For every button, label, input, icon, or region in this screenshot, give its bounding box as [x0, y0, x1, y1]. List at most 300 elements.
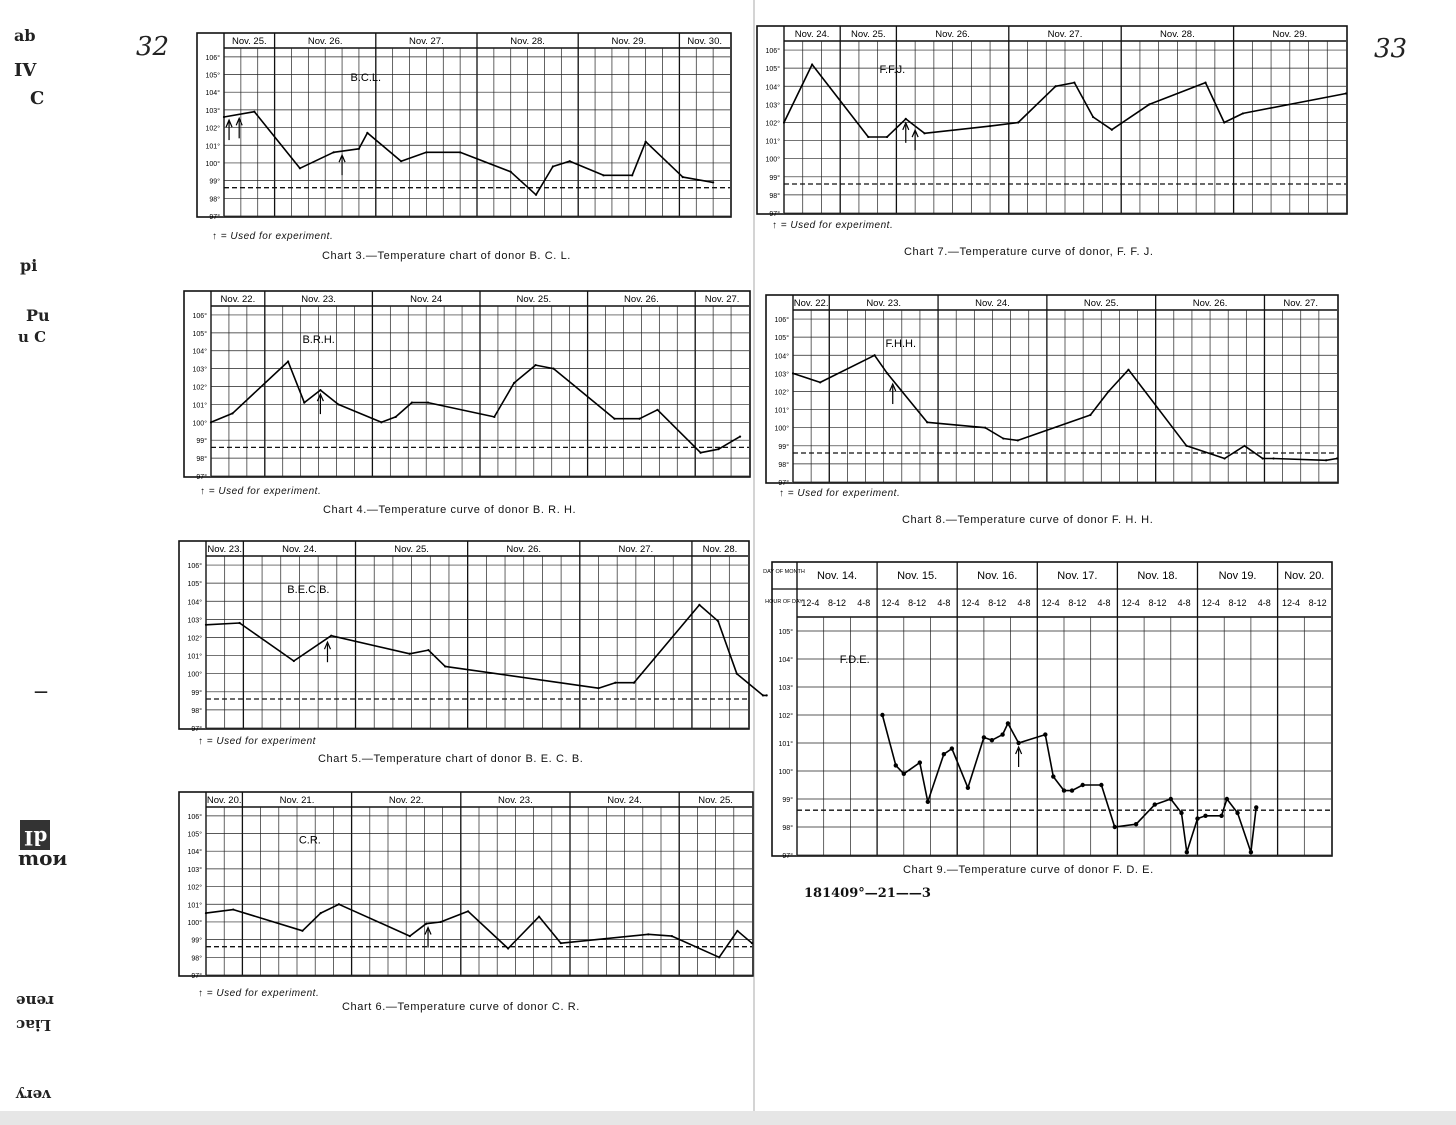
day-of-month-header: DAY OF MONTH	[763, 569, 805, 575]
experiment-arrow	[236, 118, 242, 138]
temperature-point	[811, 63, 813, 65]
y-tick-label: 103°	[778, 685, 793, 692]
y-tick-label: 100°	[778, 769, 793, 776]
chart-frame	[197, 33, 731, 217]
temperature-point	[966, 786, 970, 790]
temperature-point	[231, 412, 233, 414]
temperature-point	[232, 908, 234, 910]
day-label: Nov. 25.	[698, 795, 733, 806]
hour-label: 8-12	[1068, 598, 1087, 608]
temperature-point	[507, 947, 509, 949]
day-label: Nov. 26.	[506, 544, 542, 555]
chart-7-caption: Chart 7.—Temperature curve of donor, F. F. J.	[904, 246, 1154, 258]
left-page-number: 32	[136, 32, 170, 62]
y-tick-label: 101°	[187, 902, 202, 910]
temperature-point	[1017, 121, 1019, 123]
y-tick-label: 104°	[774, 353, 789, 361]
temperature-point	[1223, 121, 1225, 123]
day-label: Nov. 29.	[611, 36, 647, 47]
temperature-point	[656, 409, 658, 411]
temperature-point	[902, 772, 906, 776]
temperature-point	[1243, 445, 1245, 447]
hour-label: 4-8	[937, 598, 951, 608]
y-tick-label: 97°	[782, 853, 793, 860]
day-label: Nov. 24.	[282, 544, 317, 555]
temperature-point	[942, 752, 946, 756]
y-tick-label: 104°	[187, 599, 202, 607]
temperature-point	[990, 738, 994, 742]
day-label: Nov. 27.	[409, 36, 444, 47]
temperature-point	[1107, 390, 1109, 392]
hour-label: 12-4	[1121, 598, 1140, 608]
temperature-point	[698, 604, 700, 606]
day-label: Nov. 18.	[1137, 570, 1178, 582]
day-label: Nov. 25.	[850, 29, 886, 40]
edge-fragment: C	[30, 88, 45, 109]
day-label: Nov. 22.	[220, 294, 256, 305]
temperature-point	[874, 354, 876, 356]
temperature-point	[989, 125, 991, 127]
temperature-point	[926, 800, 930, 804]
temperature-point	[762, 694, 764, 696]
hour-label: 8-12	[1148, 598, 1167, 608]
temperature-point	[982, 735, 986, 739]
temperature-point	[717, 620, 719, 622]
y-tick-label: 106°	[192, 312, 207, 320]
temperature-point	[717, 448, 719, 450]
chart-frame	[179, 541, 749, 729]
temperature-point	[1073, 82, 1075, 84]
y-tick-label: 105°	[778, 629, 793, 636]
chart6-svg	[178, 791, 754, 980]
day-label: Nov. 24.	[794, 29, 830, 40]
temperature-point	[639, 418, 641, 420]
hour-label: 12-4	[1281, 598, 1300, 608]
temperature-point	[1113, 825, 1117, 829]
temperature-point	[210, 421, 212, 423]
y-tick-label: 103°	[765, 102, 780, 110]
temperature-point	[1062, 788, 1066, 792]
subject-label: F.F.J.	[879, 64, 906, 77]
temperature-point	[1092, 116, 1094, 118]
y-tick-label: 105°	[205, 72, 220, 80]
y-tick-label: 102°	[205, 125, 220, 133]
temperature-point	[950, 746, 954, 750]
legend-used-for-experiment: ↑ = Used for experiment.	[212, 231, 334, 242]
legend-used-for-experiment: ↑ = Used for experiment.	[198, 988, 320, 999]
day-label: Nov. 22.	[793, 298, 829, 309]
chart4-svg	[183, 290, 751, 481]
day-label: Nov. 21.	[279, 795, 315, 806]
y-tick-label: 106°	[187, 563, 202, 571]
day-label: Nov. 26.	[1192, 298, 1228, 309]
y-tick-label: 104°	[765, 84, 780, 92]
day-label: Nov. 25.	[1083, 298, 1119, 309]
temperature-curve	[882, 715, 1256, 852]
temperature-curve	[211, 362, 740, 453]
chart-frame	[766, 295, 1338, 483]
temperature-point	[1043, 732, 1047, 736]
chart3-svg	[196, 32, 732, 221]
edge-fragment: rene	[16, 992, 54, 1010]
temperature-point	[1254, 805, 1258, 809]
y-tick-label: 97°	[191, 973, 202, 980]
day-label: Nov. 28.	[702, 544, 738, 555]
scan-bottom-edge	[0, 1111, 1456, 1125]
temperature-point	[1195, 816, 1199, 820]
temperature-point	[1262, 457, 1264, 459]
day-label: Nov. 25.	[516, 294, 552, 305]
y-tick-label: 105°	[187, 581, 202, 589]
chart-4-caption: Chart 4.—Temperature curve of donor B. R. H.	[323, 504, 577, 516]
temperature-point	[645, 141, 647, 143]
y-tick-label: 98°	[191, 955, 202, 963]
chart-9-caption: Chart 9.—Temperature curve of donor F. D. E.	[903, 864, 1154, 876]
y-tick-label: 105°	[774, 335, 789, 343]
temperature-point	[253, 111, 255, 113]
day-label: Nov. 16.	[977, 570, 1018, 582]
day-label: Nov. 27.	[1283, 298, 1319, 309]
temperature-point	[1225, 797, 1229, 801]
day-label: Nov. 14.	[816, 570, 858, 582]
edge-fragment: u C	[18, 328, 47, 346]
temperature-point	[1185, 850, 1189, 854]
temperature-point	[395, 416, 397, 418]
y-tick-label: 100°	[187, 671, 202, 679]
temperature-point	[409, 653, 411, 655]
chart-frame	[179, 792, 753, 976]
y-tick-label: 101°	[187, 653, 202, 661]
y-tick-label: 104°	[778, 657, 793, 664]
temperature-point	[1051, 774, 1055, 778]
temperature-point	[1089, 414, 1091, 416]
chart-frame	[757, 26, 1347, 214]
temperature-point	[886, 372, 888, 374]
temperature-point	[358, 148, 360, 150]
temperature-point	[905, 118, 907, 120]
temperature-point	[1204, 82, 1206, 84]
temperature-point	[1219, 814, 1223, 818]
experiment-arrow	[1016, 747, 1022, 767]
hour-of-day-header: HOUR OF DAY	[765, 599, 803, 605]
temperature-point	[513, 382, 515, 384]
y-tick-label: 102°	[778, 713, 793, 720]
day-label: Nov 19.	[1218, 570, 1257, 582]
experiment-arrow	[339, 155, 345, 175]
hour-label: 4-8	[857, 598, 871, 608]
temperature-point	[1242, 112, 1244, 114]
temperature-point	[569, 160, 571, 162]
y-tick-label: 100°	[774, 425, 789, 433]
y-tick-label: 106°	[187, 813, 202, 821]
y-tick-label: 101°	[774, 407, 789, 415]
day-label: Nov. 25.	[394, 544, 429, 555]
y-tick-label: 99°	[209, 178, 220, 186]
day-label: Nov. 17.	[1057, 570, 1098, 582]
temperature-point	[538, 916, 540, 918]
y-tick-label: 100°	[765, 156, 780, 164]
y-tick-label: 99°	[782, 797, 793, 804]
y-tick-label: 99°	[196, 438, 207, 446]
temperature-point	[320, 912, 322, 914]
temperature-point	[751, 942, 753, 944]
temperature-point	[205, 912, 207, 914]
y-tick-label: 102°	[187, 635, 202, 643]
edge-fragment: Liac	[16, 1016, 52, 1034]
temperature-point	[633, 682, 635, 684]
edge-fragment: ab	[14, 26, 36, 45]
temperature-point	[647, 933, 649, 935]
temperature-point	[1169, 797, 1173, 801]
temperature-point	[1134, 822, 1138, 826]
chart8-svg	[765, 294, 1339, 487]
day-label: Nov. 26.	[624, 294, 659, 305]
day-label: Nov. 26.	[307, 36, 343, 47]
y-tick-label: 102°	[765, 120, 780, 128]
temperature-point	[614, 682, 616, 684]
temperature-point	[1325, 459, 1327, 461]
y-tick-label: 98°	[782, 825, 793, 832]
temperature-point	[425, 151, 427, 153]
day-label: Nov. 23.	[301, 294, 336, 305]
temperature-point	[1148, 103, 1150, 105]
day-label: Nov. 20.	[1284, 570, 1325, 582]
day-label: Nov. 15.	[897, 570, 938, 582]
y-tick-label: 97°	[191, 726, 202, 733]
temperature-point	[425, 923, 427, 925]
temperature-point	[597, 687, 599, 689]
temperature-point	[444, 665, 446, 667]
temperature-point	[1099, 783, 1103, 787]
temperature-point	[1002, 437, 1004, 439]
temperature-point	[459, 151, 461, 153]
y-tick-label: 98°	[209, 196, 220, 204]
y-tick-label: 101°	[765, 138, 780, 146]
temperature-point	[427, 402, 429, 404]
experiment-arrow	[903, 123, 909, 143]
y-tick-label: 105°	[192, 330, 207, 338]
hour-label: 8-12	[908, 598, 927, 608]
temperature-point	[712, 181, 714, 183]
day-label: Nov. 26.	[935, 29, 970, 40]
temperature-point	[602, 174, 604, 176]
chart-6-caption: Chart 6.—Temperature curve of donor C. R.	[342, 1001, 580, 1013]
hour-label: 12-4	[1041, 598, 1060, 608]
y-tick-label: 99°	[769, 174, 780, 182]
day-label: Nov. 24	[410, 294, 443, 305]
temperature-point	[493, 416, 495, 418]
chart-3-caption: Chart 3.—Temperature chart of donor B. C. L.	[322, 250, 571, 262]
chart7-svg	[756, 25, 1348, 218]
y-tick-label: 106°	[205, 54, 220, 62]
day-label: Nov. 30.	[687, 36, 723, 47]
temperature-point	[1249, 850, 1253, 854]
print-code: 181409°—21——3	[804, 886, 931, 901]
day-label: Nov. 23.	[866, 298, 902, 309]
y-tick-label: 97°	[769, 211, 780, 218]
temperature-point	[400, 160, 402, 162]
temperature-point	[293, 660, 295, 662]
temperature-point	[894, 763, 898, 767]
temperature-point	[1127, 369, 1129, 371]
temperature-point	[1006, 721, 1010, 725]
temperature-point	[467, 910, 469, 912]
edge-fragment: Pu	[26, 306, 50, 325]
temperature-point	[337, 403, 339, 405]
subject-label: B.R.H.	[302, 333, 335, 346]
y-tick-label: 104°	[187, 849, 202, 857]
temperature-point	[1080, 783, 1084, 787]
temperature-point	[766, 694, 768, 696]
y-tick-label: 103°	[205, 107, 220, 115]
y-tick-label: 100°	[205, 160, 220, 168]
hour-label: 8-12	[988, 598, 1007, 608]
temperature-point	[819, 381, 821, 383]
chart-4-brh	[183, 290, 751, 481]
temperature-point	[535, 194, 537, 196]
experiment-arrow	[890, 384, 896, 404]
chart9-svg	[763, 561, 1333, 860]
experiment-arrow	[912, 130, 918, 150]
temperature-point	[736, 673, 738, 675]
y-tick-label: 106°	[765, 48, 780, 56]
temperature-point	[1223, 457, 1225, 459]
y-tick-label: 103°	[187, 866, 202, 874]
temperature-point	[366, 132, 368, 134]
temperature-point	[380, 421, 382, 423]
edge-fragment: —	[34, 684, 48, 700]
day-label: Nov. 28.	[510, 36, 545, 47]
temperature-point	[1345, 92, 1347, 94]
temperature-point	[792, 372, 794, 374]
y-tick-label: 98°	[196, 456, 207, 464]
temperature-point	[301, 930, 303, 932]
temperature-point	[783, 121, 785, 123]
temperature-point	[1235, 811, 1239, 815]
temperature-point	[718, 956, 720, 958]
temperature-point	[867, 136, 869, 138]
legend-used-for-experiment: ↑ = Used for experiment.	[779, 488, 901, 499]
temperature-point	[1203, 814, 1207, 818]
y-tick-label: 102°	[774, 389, 789, 397]
temperature-point	[299, 167, 301, 169]
temperature-point	[736, 930, 738, 932]
temperature-point	[923, 132, 925, 134]
y-tick-label: 101°	[205, 143, 220, 151]
hour-label: 8-12	[1228, 598, 1247, 608]
legend-used-for-experiment: ↑ = Used for experiment	[198, 736, 316, 747]
day-label: Nov. 24.	[975, 298, 1010, 309]
chart-5-caption: Chart 5.—Temperature chart of donor B. E. C. B.	[318, 753, 584, 765]
day-label: Nov. 22.	[388, 795, 424, 806]
temperature-point	[613, 418, 615, 420]
hour-label: 8-12	[828, 598, 847, 608]
day-label: Nov. 23.	[207, 544, 243, 555]
edge-fragment: IV	[14, 60, 37, 81]
y-tick-label: 98°	[778, 461, 789, 469]
temperature-point	[427, 649, 429, 651]
subject-label: F.H.H.	[885, 338, 917, 351]
temperature-curve	[224, 112, 713, 195]
chart-6-cr	[178, 791, 754, 980]
y-tick-label: 98°	[191, 707, 202, 715]
temperature-point	[1016, 741, 1020, 745]
hour-label: 4-8	[1017, 598, 1031, 608]
chart-3-bcl	[196, 32, 732, 221]
y-tick-label: 100°	[192, 420, 207, 428]
temperature-point	[926, 421, 928, 423]
experiment-arrow	[425, 927, 431, 947]
temperature-point	[1185, 445, 1187, 447]
chart-frame	[184, 291, 750, 477]
temperature-point	[534, 364, 536, 366]
experiment-arrow	[324, 642, 330, 662]
y-tick-label: 99°	[191, 937, 202, 945]
hour-label: 12-4	[801, 598, 820, 608]
day-label: Nov. 20.	[206, 795, 242, 806]
hour-label: 4-8	[1097, 598, 1111, 608]
day-label: Nov. 25.	[231, 36, 267, 47]
y-tick-label: 105°	[187, 831, 202, 839]
day-label: Nov. 29.	[1272, 29, 1308, 40]
edge-fragment: pi	[20, 256, 38, 275]
y-tick-label: 106°	[774, 317, 789, 325]
temperature-point	[1000, 732, 1004, 736]
temperature-point	[205, 624, 207, 626]
temperature-point	[699, 452, 701, 454]
temperature-point	[239, 622, 241, 624]
temperature-point	[552, 165, 554, 167]
subject-label: F.D.E.	[839, 654, 870, 667]
temperature-point	[631, 174, 633, 176]
y-tick-label: 97°	[209, 214, 220, 221]
temperature-point	[671, 935, 673, 937]
day-label: Nov. 27.	[1047, 29, 1083, 40]
y-tick-label: 103°	[187, 617, 202, 625]
chart-5-becb	[178, 540, 750, 733]
y-tick-label: 105°	[765, 66, 780, 74]
temperature-point	[440, 921, 442, 923]
hour-label: 12-4	[1201, 598, 1220, 608]
y-tick-label: 104°	[192, 348, 207, 356]
hour-label: 8-12	[1308, 598, 1327, 608]
y-tick-label: 102°	[192, 384, 207, 392]
temperature-point	[682, 176, 684, 178]
y-tick-label: 103°	[192, 366, 207, 374]
temperature-point	[918, 760, 922, 764]
temperature-point	[330, 635, 332, 637]
temperature-point	[333, 151, 335, 153]
legend-used-for-experiment: ↑ = Used for experiment.	[772, 220, 894, 231]
y-tick-label: 98°	[769, 192, 780, 200]
temperature-point	[223, 116, 225, 118]
temperature-point	[1111, 129, 1113, 131]
y-tick-label: 97°	[196, 474, 207, 481]
subject-label: B.E.C.B.	[287, 584, 330, 597]
temperature-point	[552, 368, 554, 370]
temperature-point	[1272, 457, 1274, 459]
y-tick-label: 99°	[191, 689, 202, 697]
legend-used-for-experiment: ↑ = Used for experiment.	[200, 486, 322, 497]
y-tick-label: 100°	[187, 919, 202, 927]
chart-8-fhh	[765, 294, 1339, 487]
right-page-number: 33	[1374, 34, 1408, 64]
temperature-point	[1017, 439, 1019, 441]
temperature-point	[319, 389, 321, 391]
temperature-point	[1179, 811, 1183, 815]
day-label: Nov. 27.	[618, 544, 654, 555]
temperature-point	[411, 402, 413, 404]
